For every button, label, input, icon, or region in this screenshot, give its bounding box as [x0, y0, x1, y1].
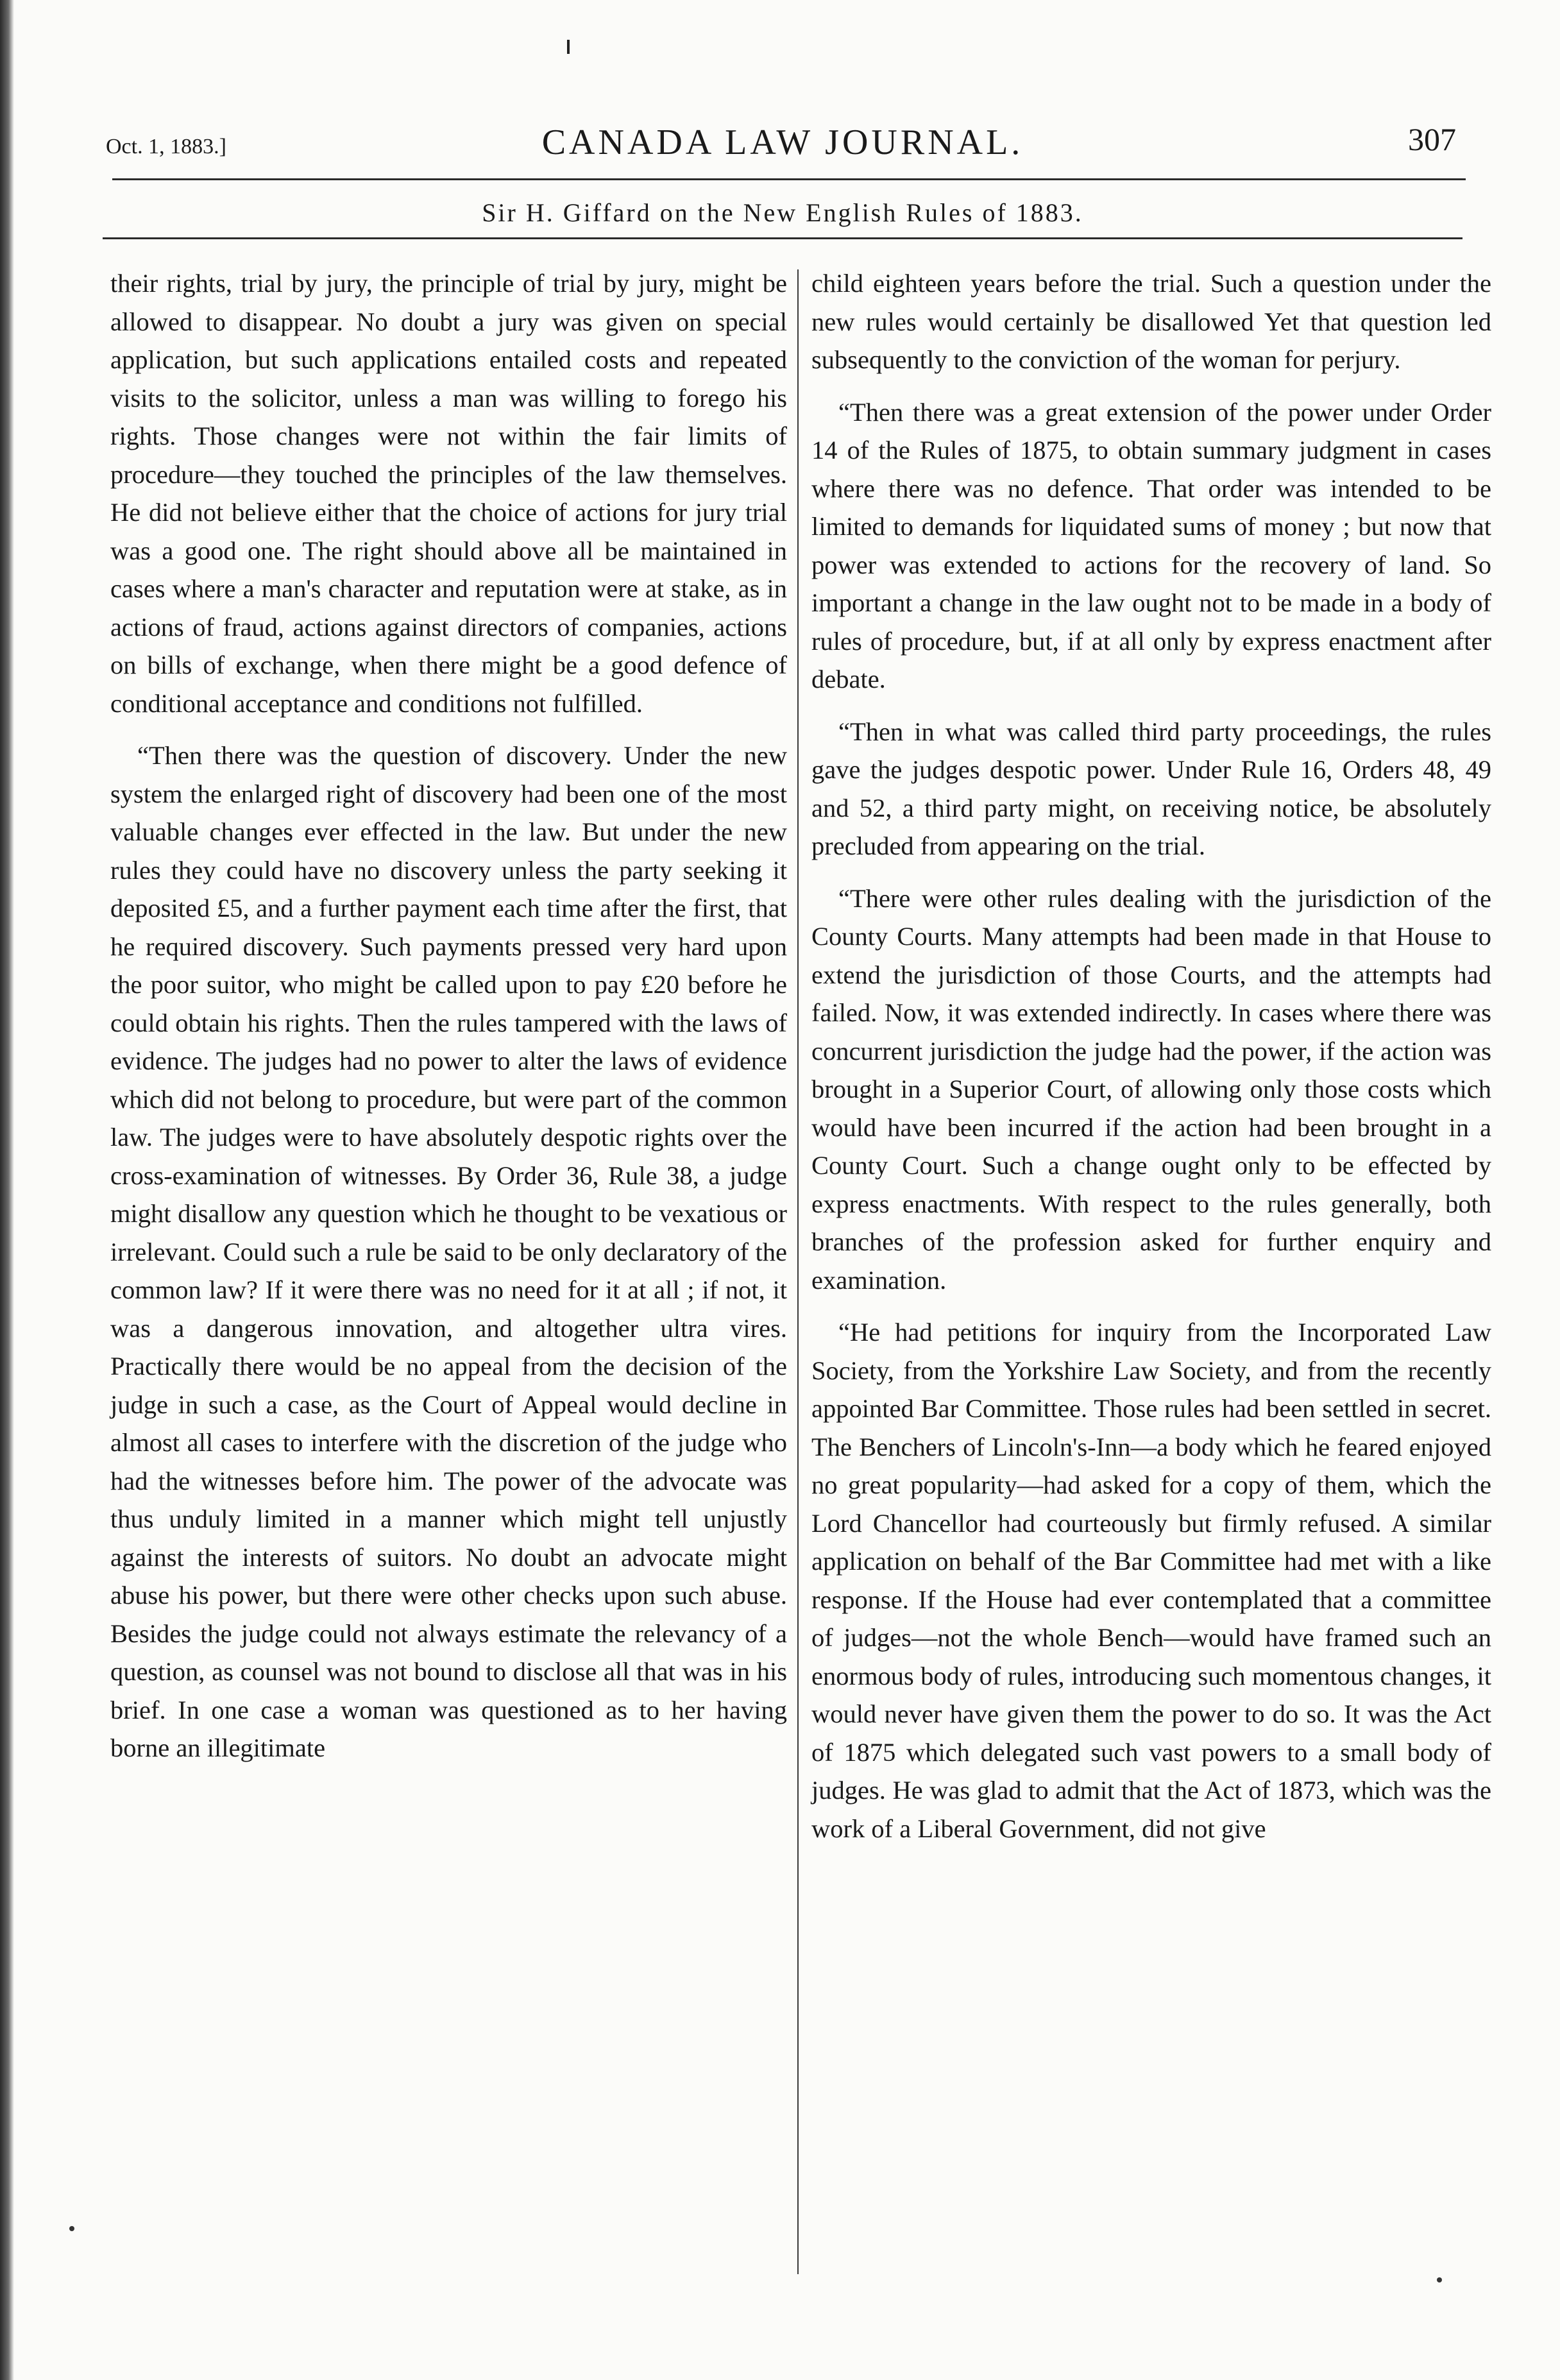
paragraph: “He had petitions for inquiry from the Incorporated Law Society, from the Yorkshire Law Society, and from the recently appointed Bar Committee. Those rules had been settled in secret. The Benchers of Lincoln's-Inn—a body which he feared enjoyed no great popularity—had asked for a copy of them, which the Lord Chancellor had courteously but firmly refused. A similar application on behalf of the Bar Committee had met with a like response. If the House had ever contemplated that a committee of judges—not the whole Bench—would have framed such an enormous body of rules, introducing such momentous changes, it would never have given them the power to do so. It was the Act of 1875 which delegated such vast powers to a small body of judges. He was glad to admit that the Act of 1873, which was the work of a Liberal Government, did not give: [811, 1318, 1491, 1843]
article-title: Sir H. Giffard on the New English Rules of 1883.: [482, 198, 1083, 227]
right-column: [811, 264, 1491, 1848]
paragraph: child eighteen years before the trial. Such a question under the new rules would certainly be disallowed Yet that question led subsequently to the conviction of the woman for perjury.: [811, 269, 1491, 374]
paragraph: their rights, trial by jury, the principle of trial by jury, might be allowed to disappear. No doubt a jury was given on special application, but such applications entailed costs and repeated visits to the solicitor, unless a man was willing to forego his rights. Those changes were not within the fair limits of procedure—they touched the principles of the law themselves. He did not believe either that the choice of actions for jury trial was a good one. The right should above all be maintained in cases where a man's character and reputation were at stake, as in actions of fraud, actions against directors of companies, actions on bills of exchange, when there might be a good defence of conditional acceptance and conditions not fulfilled.: [110, 269, 787, 718]
issue-date: Oct. 1, 1883.]: [106, 135, 226, 158]
ink-mark: [567, 40, 570, 54]
page-number: 307: [1408, 121, 1456, 157]
paragraph: “Then there was the question of discovery. Under the new system the enlarged right of discovery had been one of the most valuable changes ever effected in the law. But under the new rules they could have no discovery unless the party seeking it deposited £5, and a further payment each time after the first, that he required discovery. Such payments pressed very hard upon the poor suitor, who might be called upon to pay £20 before he could obtain his rights. Then the rules tampered with the laws of evidence. The judges had no power to alter the laws of evidence which did not belong to procedure, but were part of the common law. The judges were to have absolutely despotic rights over the cross-examination of witnesses. By Order 36, Rule 38, a judge might disallow any question which he thought to be vexatious or irrelevant. Could such a rule be said to be only declaratory of the common law? If it were there was no need for it at all ; if not, it was a dangerous innovation, and altogether ultra vires. Practically there would be no appeal from the decision of the judge in such a case, as the Court of Appeal would decline in almost all cases to interfere with the discretion of the judge who had the witnesses before him. The power of the advocate was thus unduly limited in a manner which might tell unjustly against the interests of suitors. No doubt an advocate might abuse his power, but there were other checks upon such abuse. Besides the judge could not always estimate the relevancy of a question, as counsel was not bound to disclose all that was in his brief. In one case a woman was questioned as to her having borne an illegitimate: [110, 741, 787, 1762]
paragraph: “Then there was a great extension of the power under Order 14 of the Rules of 1875, to obtain summary judgment in cases where there was no defence. That order was intended to be limited to demands for liquidated sums of money ; but now that power was extended to actions for the recovery of land. So important a change in the law ought not to be made in a body of rules of procedure, but, if at all only by express enactment after debate.: [811, 397, 1491, 693]
header-rule: [112, 178, 1466, 180]
journal-title: CANADA LAW JOURNAL.: [541, 123, 1024, 162]
left-column: [110, 264, 787, 1767]
column-divider: [797, 269, 799, 2274]
paragraph: “There were other rules dealing with the jurisdiction of the County Courts. Many attempts had been made in that House to extend the jurisdiction of those Courts, and the attempts had failed. Now, it was extended indirectly. In cases where there was concurrent jurisdiction the judge had the power, if the action was brought in a Superior Court, of allowing only those costs which would have been incurred if the action had been brought in a County Court. Such a change ought only to be effected by express enactments. With respect to the rules generally, both branches of the profession asked for further enquiry and examination.: [811, 883, 1491, 1295]
page-binding-shadow: [0, 0, 14, 2380]
ink-speck: [69, 2226, 74, 2231]
paragraph: “Then in what was called third party proceedings, the rules gave the judges despotic power. Under Rule 16, Orders 48, 49 and 52, a third party might, on receiving notice, be absolutely precluded from appearing on the trial.: [811, 717, 1491, 860]
title-rule: [103, 237, 1462, 239]
running-header: [96, 122, 1469, 180]
ink-speck: [1437, 2277, 1442, 2282]
